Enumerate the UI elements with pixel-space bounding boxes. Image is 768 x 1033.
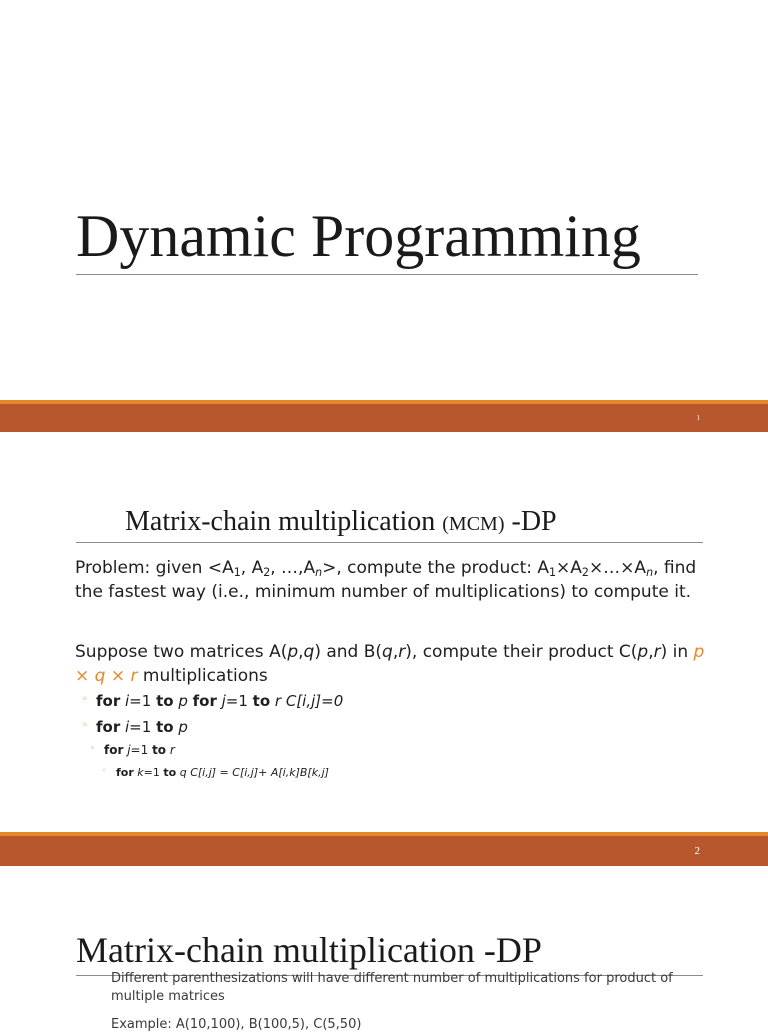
bullet-icon: ◦ [82,720,88,731]
keyword: to [152,743,167,757]
slide-2-page-number: 2 [694,845,700,857]
problem-sub: n [646,565,654,579]
loop-var: i [120,692,130,710]
loop-line-1 [82,690,343,711]
slide-1-title: Dynamic Programming [76,203,641,269]
slide-1-footer-band [0,404,768,432]
keyword: to [252,692,271,710]
problem-sub: 2 [263,565,271,579]
slide-3-title: Matrix-chain multiplication -DP [76,930,542,970]
loop-var: q [176,766,191,779]
suppose-var: p [287,642,299,662]
slide-2-title-abbrev: (MCM) [442,513,505,535]
problem-sub: 1 [233,565,241,579]
problem-text: >, compute the product: A [322,558,549,578]
slide-2-title-main: Matrix-chain multiplication [125,506,436,537]
keyword: to [163,766,177,779]
loop-statement: C[i,j] = C[i,j]+ A[i,k]B[k,j] [190,766,329,779]
suppose-var: r [653,642,661,662]
keyword: to [156,718,174,736]
problem-paragraph [75,556,705,604]
loop-statement: C[i,j]=0 [285,692,344,710]
loop-var: p [173,692,193,710]
loop-var: r [270,692,286,710]
problem-text: , A [240,558,264,578]
loop-var: i [120,718,130,736]
problem-text: , …,A [270,558,316,578]
suppose-paragraph [75,640,705,688]
slide-2 [0,432,768,832]
bullet-icon: ◦ [102,766,107,775]
slide-3-line-2: multiple matrices [111,989,225,1004]
keyword: for [96,718,121,736]
suppose-text: , [298,642,304,662]
slide-3-line-1: Different parenthesizations will have different number of multiplications for product of [111,971,673,986]
loop-text: =1 [130,743,153,757]
slide-1-page-number: 1 [696,414,700,422]
problem-text: , find the fastest way (i.e., minimum number of multiplications) to compute it. [75,558,697,602]
keyword: for [192,692,217,710]
bullet-icon: ◦ [82,694,88,705]
suppose-var: r [398,642,406,662]
problem-sub: n [315,565,323,579]
loop-text: =1 [143,766,164,779]
bullet-icon: ◦ [90,744,96,754]
problem-sub: 1 [549,565,557,579]
loop-var: j [123,743,131,757]
suppose-text: Suppose two matrices A( [75,642,288,662]
slide-2-title-rule [76,542,703,543]
slide-2-footer-band [0,836,768,866]
suppose-text: ) and B( [314,642,383,662]
slide-1-title-rule [76,274,698,275]
slide-2-title-suffix: -DP [511,506,557,537]
keyword: for [116,766,134,779]
loop-var: j [216,692,226,710]
problem-text: ×A [556,558,582,578]
loop-var: k [133,766,144,779]
suppose-text: ), compute their product C( [405,642,638,662]
problem-text: ×…×A [588,558,647,578]
suppose-var: p [637,642,649,662]
suppose-text: ) in [660,642,694,662]
slide-1 [0,0,768,400]
problem-text: Problem: given <A [75,558,234,578]
loop-text: =1 [129,718,157,736]
loop-line-2 [82,716,188,737]
suppose-text: , [392,642,399,662]
loop-line-4 [102,763,329,781]
loop-text: =1 [129,692,157,710]
loop-line-3 [90,741,175,759]
suppose-var: q [303,642,315,662]
suppose-var: q [382,642,393,662]
slide-3 [0,866,768,1032]
keyword: for [104,743,124,757]
loop-text: =1 [225,692,253,710]
keyword: to [156,692,174,710]
complexity-highlight: p × q × r [75,642,705,686]
problem-sub: 2 [581,565,589,579]
loop-var: r [166,743,175,757]
keyword: for [96,692,121,710]
suppose-text: , [648,642,654,662]
loop-var: p [173,718,188,736]
slide-2-title [125,504,557,542]
suppose-text: multiplications [137,666,268,686]
slide-3-line-3: Example: A(10,100), B(100,5), C(5,50) [111,1017,362,1032]
